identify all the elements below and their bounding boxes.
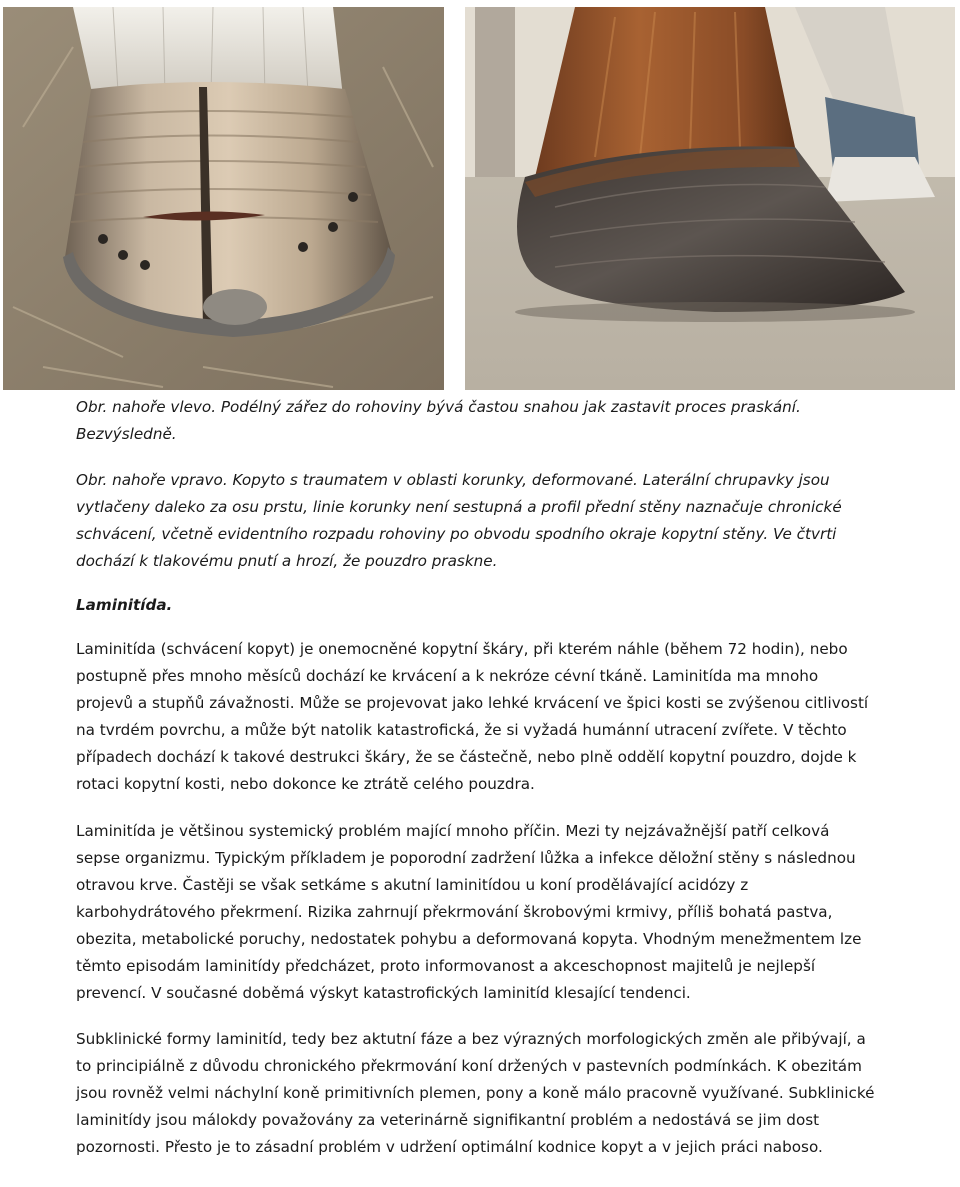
body-paragraph: Laminitída je většinou systemický problém mající mnoho příčin. Mezi ty nejzávažnější patří celková sepse organizmu. Typickým příkladem je poporodní zadržení lůžka a infekce děložní stěny s následnou otravou krve. Častěji se však setkáme s akutní laminitídou u koní prodělávající acidózy z karbohydrátového překrmení. Rizika zahrnují překrmování škrobovými krmivy, příliš bohatá pastva, obezita, metabolické poruchy, nedostatek pohybu a deformovaná kopyta. Vhodným menežmentem lze těmto episodám laminitídy předcházet, proto informovanost a akceschopnost majitelů je nejlepší prevencí. V současné doběmá výskyt katastrofických laminitíd klesající tendenci.	[76, 822, 862, 1002]
hoof-with-vertical-groove-photo	[3, 7, 444, 390]
deformed-hoof-photo	[465, 7, 955, 390]
figure-caption-left: Obr. nahoře vlevo. Podélný zářez do rohoviny bývá častou snahou jak zastavit proces praskání. Bezvýsledně.	[76, 398, 801, 443]
body-paragraph: Subklinické formy laminitíd, tedy bez aktutní fáze a bez výrazných morfologických změn ale přibývají, a to principiálně z důvodu chronického překrmování koní držených v pastevních podmínkách. K obezitám jsou rovněž velmi náchylní koně primitivních plemen, pony a koně málo pracovně využívané. Subklinické laminitídy jsou málokdy považovány za veterinárně signifikantní problém a nedostává se jim dost pozornosti. Přesto je to zásadní problém v udržení optimální kodnice kopyt a v jejich práci naboso.	[76, 1030, 875, 1156]
figure-caption-right: Obr. nahoře vpravo. Kopyto s traumatem v oblasti korunky, deformované. Laterální chrupavky jsou vytlačeny daleko za osu prstu, linie korunky není sestupná a profil přední stěny naznačuje chronické schvácení, včetně evidentního rozpadu rohoviny po obvodu spodního okraje kopytní stěny. Ve čtvrti dochází k tlakovému pnutí a hrozí, že pouzdro praskne.	[76, 471, 842, 570]
body-paragraph: Laminitída (schvácení kopyt) je onemocněné kopytní škáry, při kterém náhle (během 72 hodin), nebo postupně přes mnoho měsíců dochází ke krvácení a k nekróze cévní tkáně. Laminitída ma mnoho projevů a stupňů závažnosti. Může se projevovat jako lehké krvácení ve špici kosti se zvýšenou citlivostí na tvrdém povrchu, a může být natolik katastrofická, že si vyžadá humánní utracení zvířete. V těchto případech dochází k takové destrukci škáry, že se částečně, nebo plně oddělí kopytní pouzdro, dojde k rotaci kopytní kosti, nebo dokonce ke ztrátě celého pouzdra.	[76, 640, 869, 793]
section-title: Laminitída.	[76, 596, 173, 614]
